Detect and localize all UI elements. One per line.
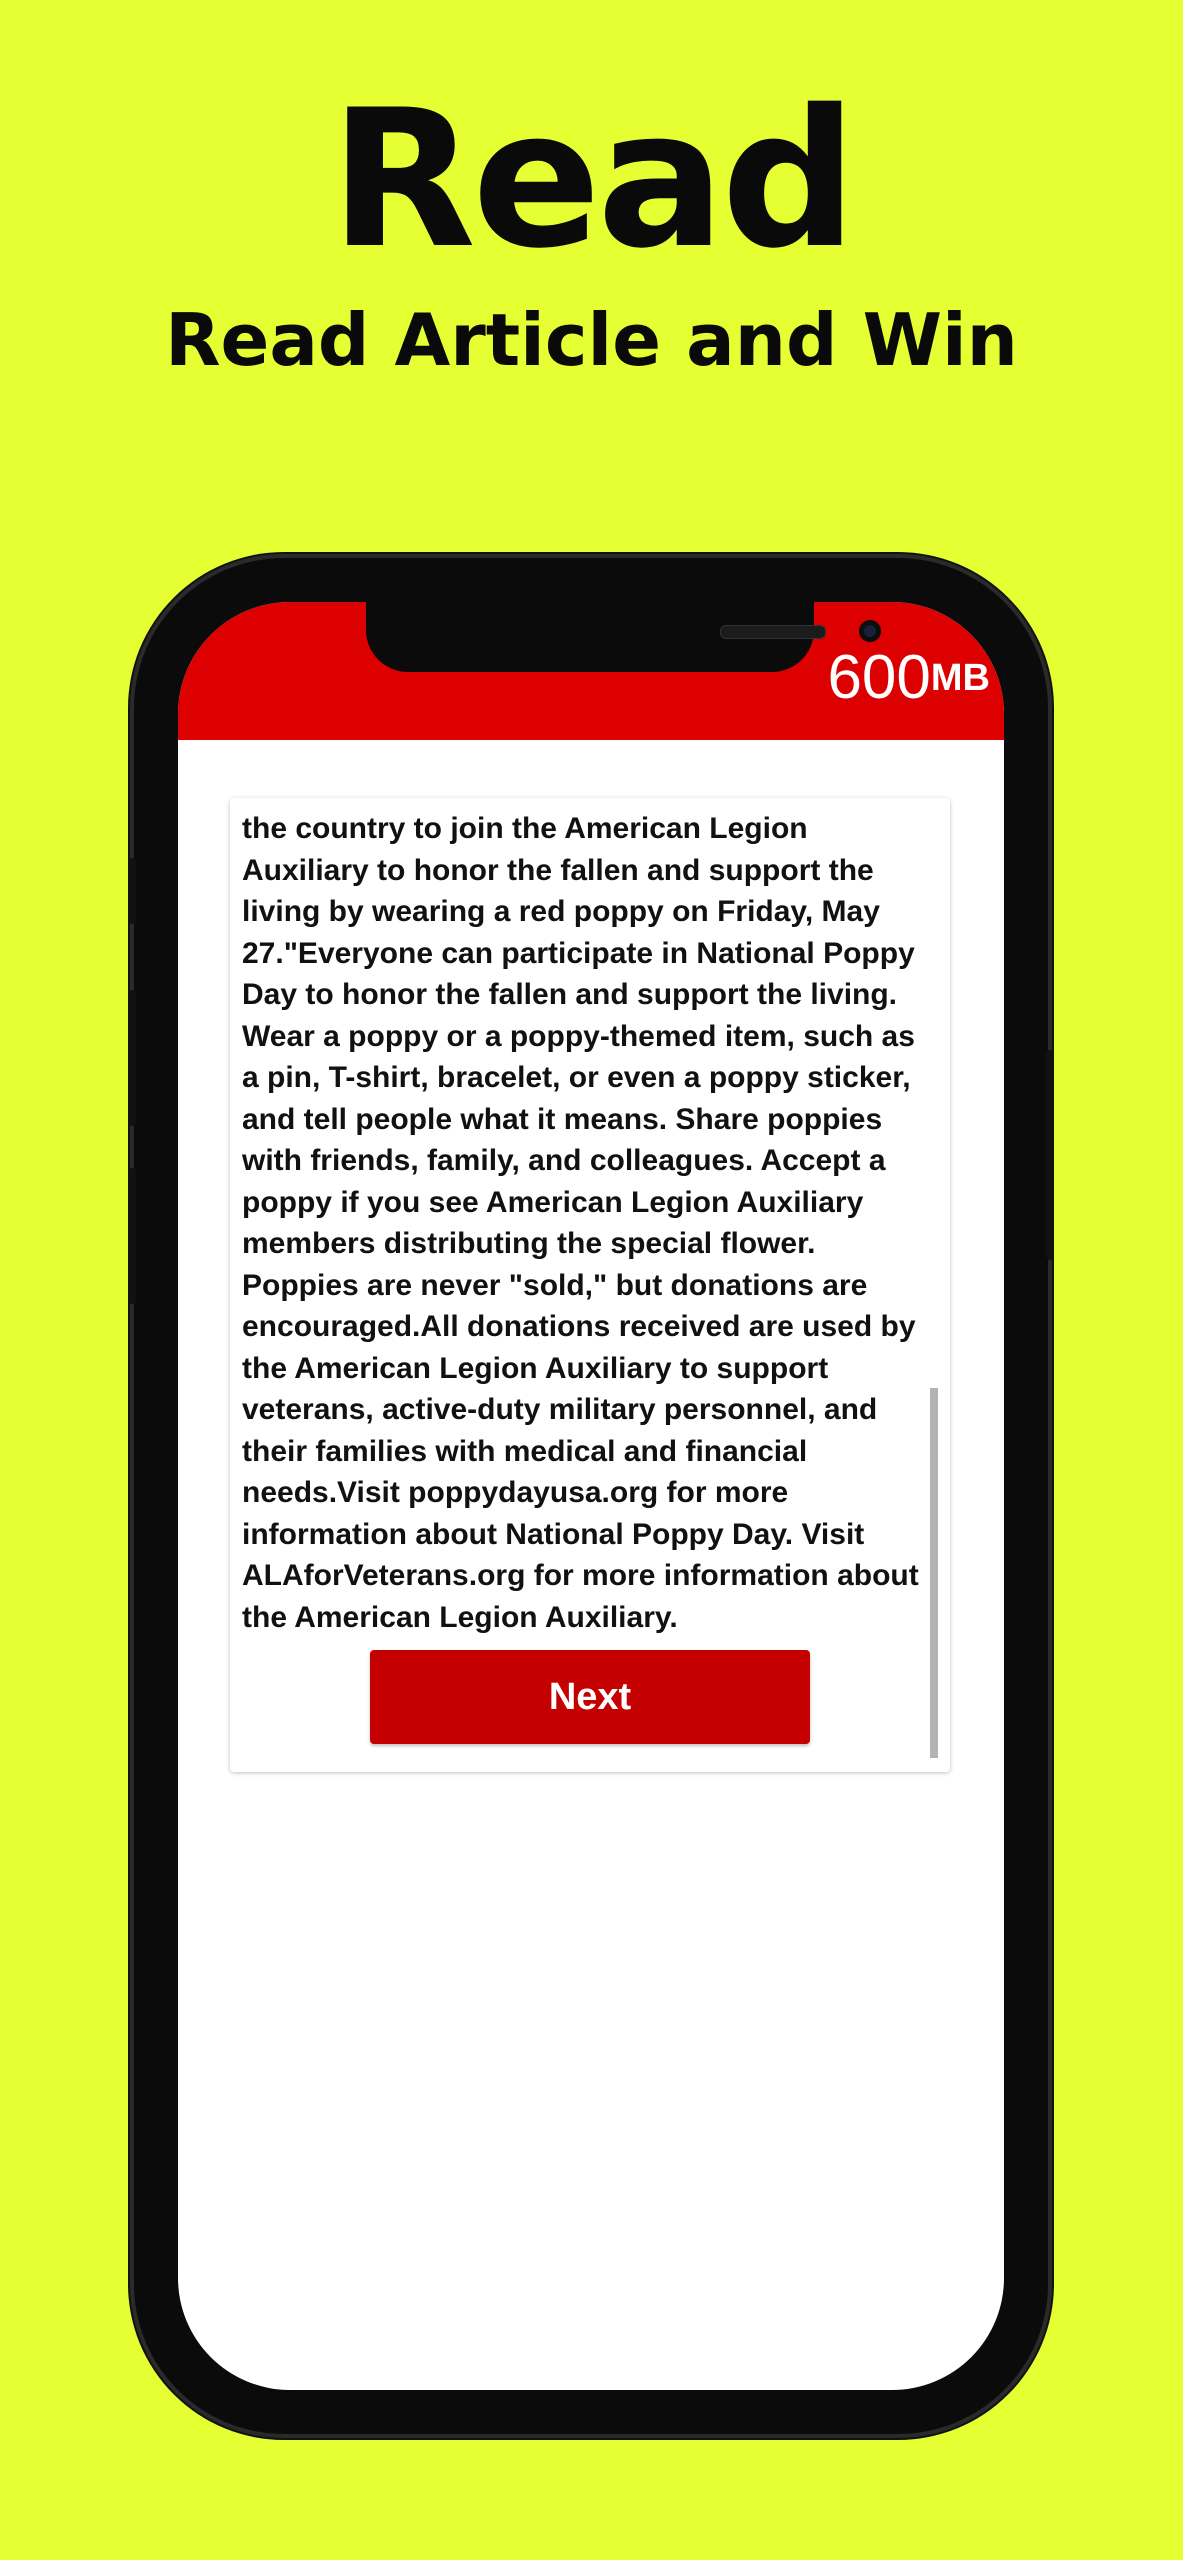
phone-notch bbox=[366, 602, 814, 672]
front-camera-icon bbox=[859, 620, 881, 642]
phone-frame bbox=[134, 558, 1048, 2434]
next-button[interactable]: Next bbox=[370, 1650, 810, 1744]
promo-title: Read bbox=[329, 69, 854, 290]
speaker-grille bbox=[720, 625, 826, 639]
article-card[interactable] bbox=[230, 798, 950, 1772]
data-balance bbox=[827, 640, 990, 716]
article-scrollbar[interactable] bbox=[930, 1388, 938, 1758]
phone-power-button bbox=[1046, 1050, 1054, 1260]
balance-unit: MB bbox=[930, 657, 990, 699]
balance-value: 600 bbox=[827, 643, 931, 712]
phone-screen bbox=[178, 602, 1004, 2390]
phone-volume-up-button bbox=[128, 990, 136, 1126]
promo-subtitle: Read Article and Win bbox=[165, 298, 1018, 382]
phone-mute-switch bbox=[128, 858, 136, 924]
phone-volume-down-button bbox=[128, 1168, 136, 1304]
article-text: the country to join the American Legion Auxiliary to honor the fallen and support the living by wearing a red poppy on Friday, May 27."Everyone can participate in National Poppy Day to honor the fallen and support the living. Wear a poppy or a poppy-themed item, such as a pin, T-shirt, bracelet, or even a poppy sticker, and tell people what it means. Share poppies with friends, family, and colleagues. Accept a poppy if you see American Legion Auxiliary members distributing the special flower. Poppies are never "sold," but donations are encouraged.All donations received are used by the American Legion Auxiliary to support veterans, active-duty military personnel, and their families with medical and financial needs.Visit poppydayusa.org for more information about National Poppy Day. Visit ALAforVeterans.org for more information about the American Legion Auxiliary. bbox=[242, 812, 919, 1634]
